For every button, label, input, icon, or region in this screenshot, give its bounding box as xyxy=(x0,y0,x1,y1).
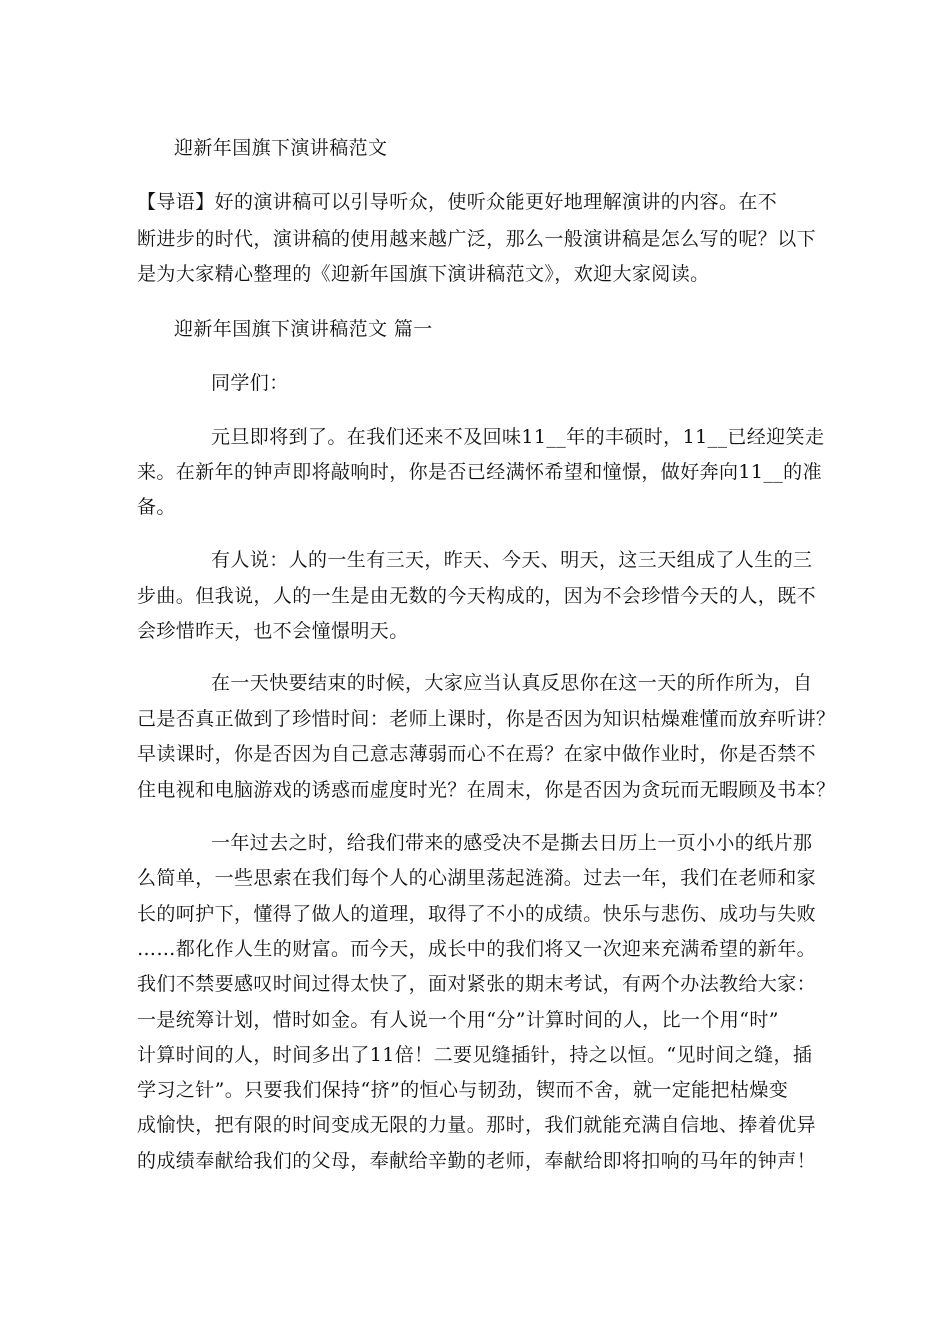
paragraph-line: 在一天快要结束的时候，大家应当认真反思你在这一天的所作所为，自 xyxy=(211,672,813,694)
paragraph-line: 我们不禁要感叹时间过得太快了，面对紧张的期末考试，有两个办法教给大家： xyxy=(137,973,817,995)
paragraph-line: 住电视和电脑游戏的诱惑而虚度时光？在周末，你是否因为贪玩而无暇顾及书本？ xyxy=(137,779,836,801)
intro-line: 是为大家精心整理的《迎新年国旗下演讲稿范文》，欢迎大家阅读。 xyxy=(137,263,710,285)
paragraph-line: 早读课时，你是否因为自己意志薄弱而心不在焉？在家中做作业时，你是否禁不 xyxy=(137,743,817,765)
paragraph-line: 备。 xyxy=(137,496,176,518)
paragraph-line: 一年过去之时，给我们带来的感受决不是撕去日历上一页小小的纸片那 xyxy=(211,832,813,854)
document-title: 迎新年国旗下演讲稿范文 xyxy=(174,137,388,159)
paragraph-line: ……都化作人生的财富。而今天，成长中的我们将又一次迎来充满希望的新年。 xyxy=(137,938,817,960)
paragraph-line: 么简单，一些思索在我们每个人的心湖里荡起涟漪。过去一年，我们在老师和家 xyxy=(137,867,817,889)
intro-line: 断进步的时代，演讲稿的使用越来越广泛，那么一般演讲稿是怎么写的呢？以下 xyxy=(137,228,817,250)
paragraph-line: 会珍惜昨天，也不会憧憬明天。 xyxy=(137,620,409,642)
paragraph-line: 的成绩奉献给我们的父母，奉献给辛勤的老师，奉献给即将扣响的马年的钟声！ xyxy=(137,1150,817,1172)
paragraph-line: 来。在新年的钟声即将敲响时，你是否已经满怀希望和憧憬，做好奔向11__的准 xyxy=(137,461,822,483)
paragraph-line: 有人说：人的一生有三天，昨天、今天、明天，这三天组成了人生的三 xyxy=(211,549,813,571)
paragraph-line: 一是统筹计划，惜时如金。有人说一个用“分”计算时间的人，比一个用“时” xyxy=(137,1009,779,1031)
paragraph-line: 元旦即将到了。在我们还来不及回味11__年的丰硕时，11__已经迎笑走 xyxy=(211,426,825,448)
paragraph-line: 成愉快，把有限的时间变成无限的力量。那时，我们就能充满自信地、捧着优异 xyxy=(137,1114,817,1136)
paragraph-line: 计算时间的人，时间多出了11倍！二要见缝插针，持之以恒。“见时间之缝，插 xyxy=(137,1044,813,1066)
section-title: 迎新年国旗下演讲稿范文 篇一 xyxy=(174,318,433,340)
paragraph-line: 学习之针”。只要我们保持“挤”的恒心与韧劲，锲而不舍，就一定能把枯燥变 xyxy=(137,1079,789,1101)
greeting: 同学们： xyxy=(211,372,289,394)
paragraph-line: 己是否真正做到了珍惜时间：老师上课时，你是否因为知识枯燥难懂而放弃听讲？ xyxy=(137,708,836,730)
paragraph-line: 步曲。但我说，人的一生是由无数的今天构成的，因为不会珍惜今天的人，既不 xyxy=(137,585,817,607)
intro-line: 【导语】好的演讲稿可以引导听众，使听众能更好地理解演讲的内容。在不 xyxy=(137,191,778,213)
paragraph-line: 长的呵护下，懂得了做人的道理，取得了不小的成绩。快乐与悲伤、成功与失败 xyxy=(137,903,817,925)
